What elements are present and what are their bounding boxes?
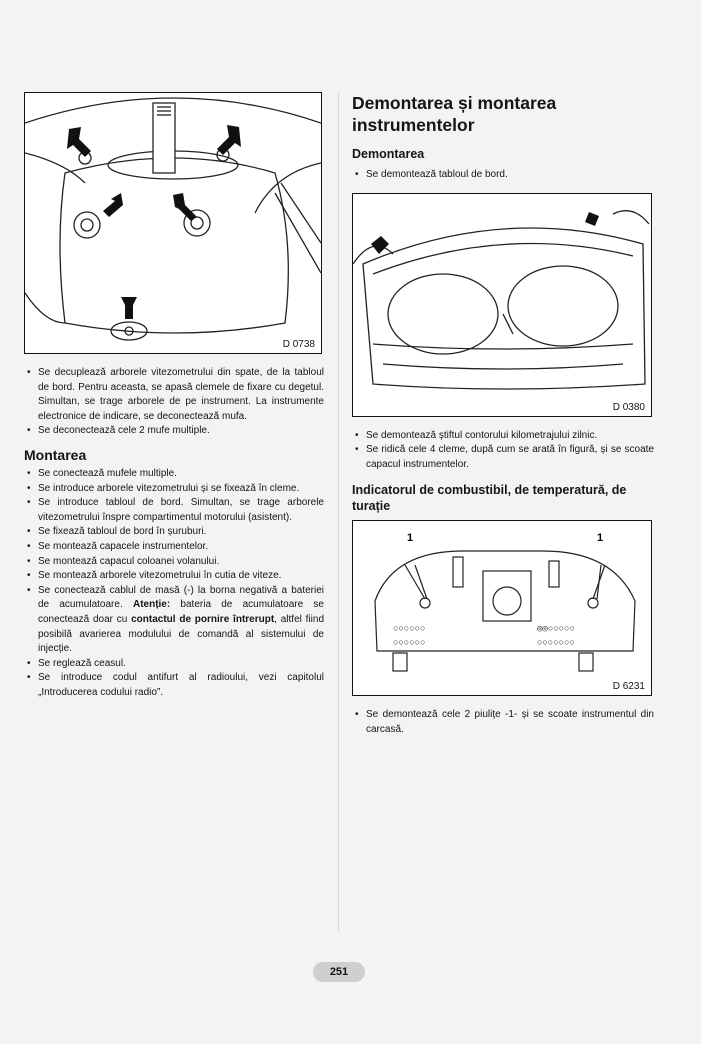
svg-text:○○○○○○: ○○○○○○ [393,624,426,635]
bullet-list-final [352,708,654,737]
bullet-list-removal-steps [24,366,324,439]
list-item: • Se deconectează cele 2 mufe multiple. [24,424,324,439]
figure-label: D 6231 [612,681,645,693]
section-heading-demontarea: Demontarea [352,147,425,161]
svg-text:○○○○○○○: ○○○○○○○ [537,638,575,649]
list-item: • Se introduce tabloul de bord. Simultan, se trage arborele vitezometrului înspre compartimentul motorului (asistent). [24,496,324,525]
bullet-list-cover-removal [352,429,654,473]
list-item: • Se montează arborele vitezometrului în cutia de viteze. [24,569,324,584]
list-item: • Se ridică cele 4 cleme, după cum se arată în figură, și se scoate capacul instrumentelor. [352,443,654,472]
svg-text:○○○○○○: ○○○○○○ [393,638,426,649]
instrument-cover-illustration [353,194,651,416]
battery-text-middle: bateria de acumulatoare se conectează doar cu [38,599,324,625]
figure-instrument-cover [352,193,652,417]
figure-steering-column [24,92,322,354]
list-item: • Se demontează știftul contorului kilometrajului zilnic. [352,429,654,444]
list-item: • Se introduce codul antifurt al radioului, vezi capitolul „Introducerea codului radio”. [24,671,324,700]
figure-label: D 0380 [612,401,645,413]
section-heading-indicators: Indicatorul de combustibil, de temperatură, de turație [352,483,627,514]
list-item: • Se montează capacul coloanei volanului. [24,555,324,570]
steering-column-illustration [25,93,321,353]
attention-label: Atenție: [132,599,171,611]
figure-instrument-cluster-back [352,520,652,696]
list-item: • Se fixează tabloul de bord în șuruburi. [24,525,324,540]
battery-text-end: , altfel fiind posibilă avarierea modulului de comandă al sistemului de injecție. [38,613,325,655]
list-item: • Se decuplează arborele vitezometrului din spate, de la tabloul de bord. Pentru aceasta, se apasă clemele de fixare cu degetul. Simultan, se trage arborele de pe instrument. La instrumente electronice de indicare, se deconectează mufa. [24,366,324,424]
list-item-battery [24,584,324,657]
bullet-list-installation-steps [24,467,324,701]
callout-label: 1 [407,532,414,545]
list-item: • Se reglează ceasul. [24,657,324,672]
svg-text:◎◎○○○○○: ◎◎○○○○○ [537,624,575,635]
list-item: • Se conectează mufele multiple. [24,467,324,482]
page-title: Demontarea și montarea instrumentelor [352,93,557,135]
instrument-cluster-illustration [353,521,651,695]
section-heading-montarea: Montarea [24,446,87,463]
left-column [24,92,324,700]
ignition-off-phrase: contactul de pornire întrerupt [131,613,275,625]
list-item: • Se demontează cele 2 piulițe -1- și se scoate instrumentul din carcasă. [352,708,654,737]
battery-text-start: Se conectează cablul de masă (-) la borna negativă a bateriei de acumulatoare. [38,584,324,611]
column-divider [338,92,339,932]
right-column [352,92,654,738]
list-item: • Se demontează tabloul de bord. [352,168,654,183]
page-number: 251 [313,962,365,982]
list-item: • Se introduce arborele vitezometrului și se fixează în cleme. [24,482,324,497]
list-item: • Se montează capacele instrumentelor. [24,540,324,555]
callout-label: 1 [597,532,604,545]
bullet-list-demontarea [352,168,654,183]
figure-label: D 0738 [282,339,315,350]
